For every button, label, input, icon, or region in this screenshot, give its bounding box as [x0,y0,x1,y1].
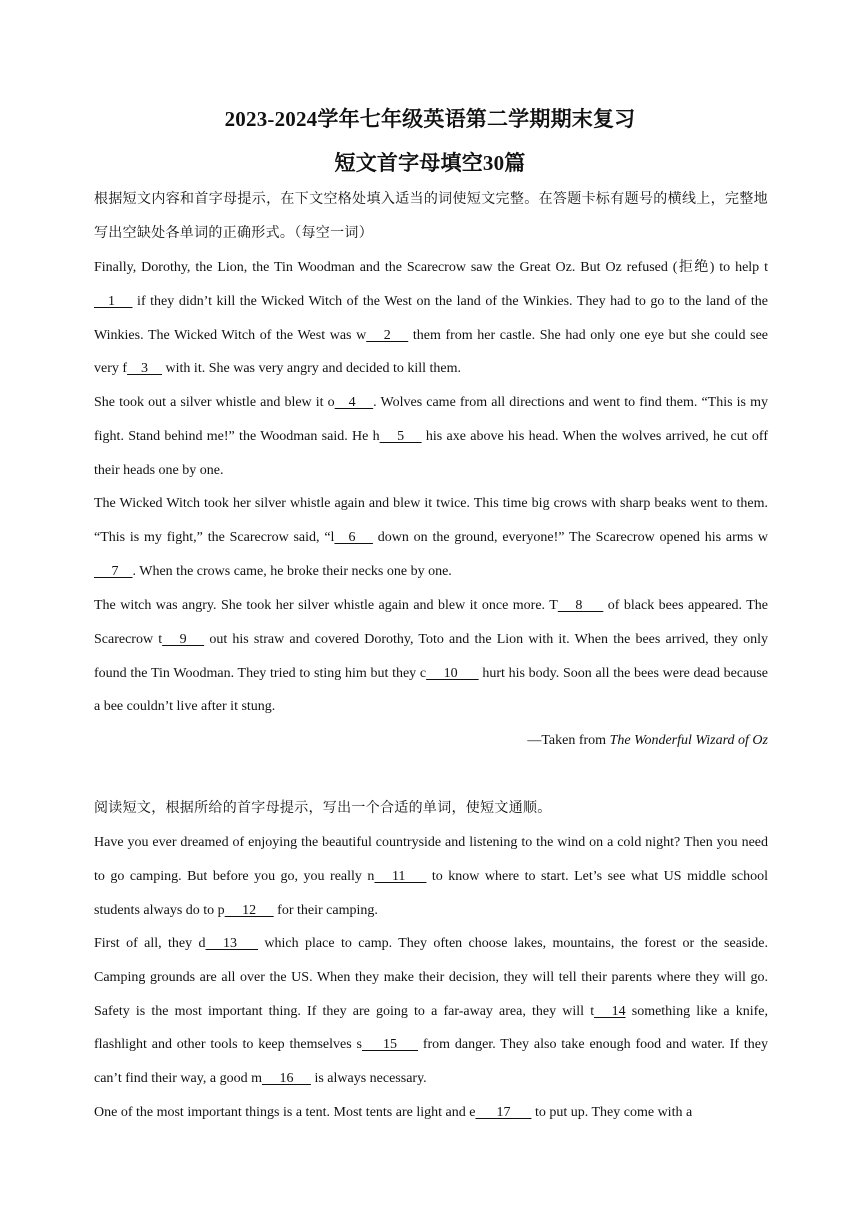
blank-16: 16 [261,1071,311,1087]
page-subtitle: 短文首字母填空30篇 [334,151,526,175]
blank-12: 12 [224,902,274,918]
passage2-paragraph-2: First of all, they d 13 which place to camp. They often choose lakes, mountains, the forest or the seaside. Camping grounds are all over the US. When they make their decision, they will tell their parents where they will go. Safety is the most important thing. If they are going to a far-away area, they will t 14 something like a knife, flashlight and other tools to keep themselves s 15 from danger. They also take enough food and water. If they can’t find their way, a good m 16 is always necessary. [94,927,768,1096]
blank-4: 4 [334,395,374,410]
passage1-source: —Taken from The Wonderful Wizard of Oz [527,733,768,748]
blank-17: 17 [475,1105,532,1120]
blank-13: 13 [205,936,259,951]
passage1-paragraph-1: Finally, Dorothy, the Lion, the Tin Woodman and the Scarecrow saw the Great Oz. But Oz refused (拒绝) to help t 1 if they didn’t kill the Wicked Witch of the West on the land of the Winkies. They had to go to the land of the Winkies. The Wicked Witch of the West was w 2 them from her castle. She had only one eye but she could see very f 3 with it. She was very angry and decided to kill them. [94,251,768,386]
blank-11: 11 [374,868,427,884]
passage1-paragraph-4: The witch was angry. She took her silver whistle again and blew it once more. T 8 of black bees appeared. The Scarecrow t 9 out his straw and covered Dorothy, Toto and the Lion with it. When the bees arrived, they only found the Tin Woodman. They tried to sting him but they c 10 hurt his body. Soon all the bees were dead because a bee couldn’t live after it stung. [94,589,768,724]
blank-7: 7 [94,563,133,579]
passage1-instruction: 根据短文内容和首字母提示，在下文空格处填入适当的词使短文完整。在答题卡标有题号的横线上，完整地写出空缺处各单词的正确形式。（每空一词） [94,192,768,241]
source-book-title: The Wonderful Wizard of Oz [609,733,768,748]
blank-15: 15 [361,1037,418,1053]
blank-1: 1 [94,293,133,309]
passage2-paragraph-3: One of the most important things is a tent. Most tents are light and e 17 to put up. They come with a [94,1096,768,1130]
passage1-paragraph-2: She took out a silver whistle and blew it o 4 . Wolves came from all directions and went to find them. “This is my fight. Stand behind me!” the Woodman said. He h 5 his axe above his head. When the wolves arrived, he cut off their heads one by one. [94,386,768,487]
blank-5: 5 [379,428,422,444]
blank-10: 10 [426,665,479,681]
blank-14: 14 [594,1003,626,1019]
blank-6: 6 [334,529,373,545]
blank-9: 9 [162,631,205,647]
blank-3: 3 [127,361,163,377]
blank-8: 8 [557,598,604,613]
passage2-instruction: 阅读短文，根据所给的首字母提示，写出一个合适的单词，使短文通顺。 [94,801,552,816]
passage1-paragraph-3: The Wicked Witch took her silver whistle again and blew it twice. This time big crows with sharp beaks went to them. “This is my fight,” the Scarecrow said, “l 6 down on the ground, everyone!” The Scarecrow opened his arms w 7 . When the crows came, he broke their necks one by one. [94,487,768,588]
page-title: 2023-2024学年七年级英语第二学期期末复习 [224,107,636,131]
passage2-paragraph-1: Have you ever dreamed of enjoying the beautiful countryside and listening to the wind on a cold night? Then you need to go camping. But before you go, you really n 11 to know where to start. Let’s see what US middle school students always do to p 12 for their camping. [94,826,768,927]
blank-2: 2 [366,327,409,343]
